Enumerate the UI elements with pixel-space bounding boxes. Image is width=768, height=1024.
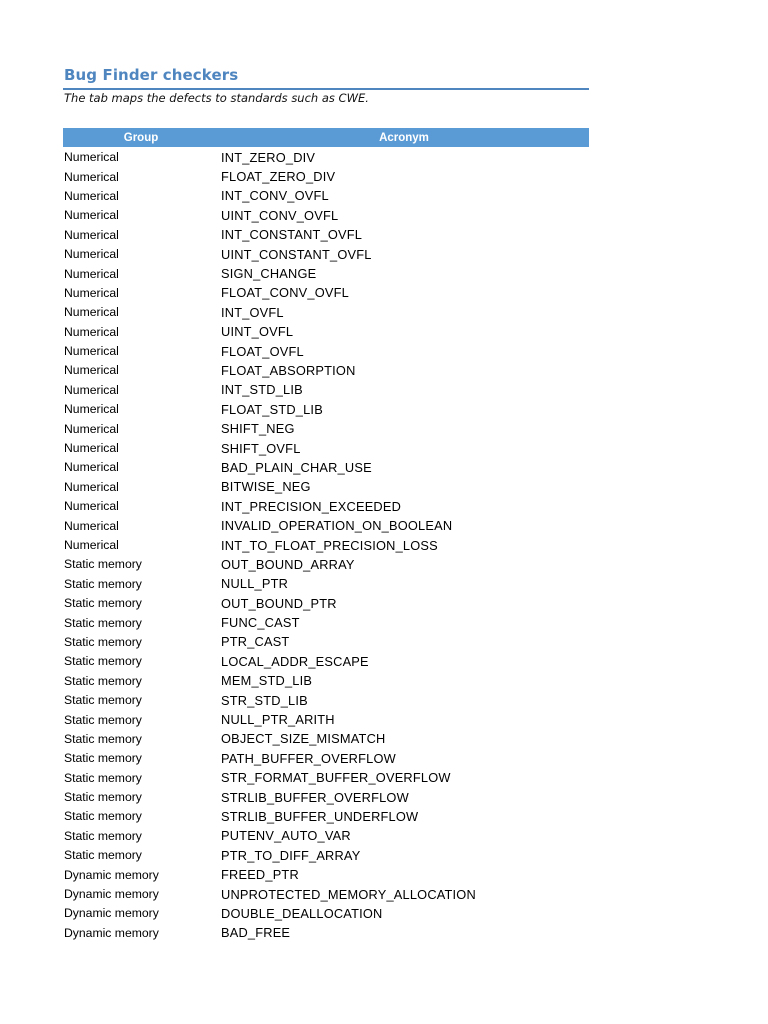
cell-group: Numerical	[64, 538, 119, 552]
cell-group: Numerical	[64, 227, 119, 242]
table-row	[63, 264, 589, 283]
table-row	[63, 593, 589, 612]
table-row	[63, 632, 589, 651]
cell-acronym: SIGN_CHANGE	[221, 266, 317, 282]
table-row	[63, 477, 589, 496]
table-row	[63, 458, 589, 477]
table-row	[63, 322, 589, 341]
page-subtitle: The tab maps the defects to standards such as CWE.	[64, 91, 369, 105]
cell-acronym: UINT_CONV_OVFL	[221, 207, 339, 223]
table-row	[63, 380, 589, 399]
cell-group: Numerical	[64, 363, 119, 378]
cell-group: Numerical	[64, 188, 119, 203]
cell-acronym: FLOAT_OVFL	[221, 343, 304, 359]
table-row	[63, 497, 589, 516]
cell-group: Static memory	[64, 712, 142, 727]
cell-group: Static memory	[64, 634, 142, 649]
cell-acronym: INT_OVFL	[221, 304, 284, 320]
cell-acronym: UNPROTECTED_MEMORY_ALLOCATION	[221, 886, 476, 902]
table-row	[63, 826, 589, 845]
table-row	[63, 555, 589, 574]
cell-group: Dynamic memory	[64, 925, 159, 940]
cell-acronym: OUT_BOUND_PTR	[221, 595, 337, 611]
column-header-group: Group	[123, 131, 159, 144]
table-row	[63, 787, 589, 806]
cell-acronym: UINT_OVFL	[221, 324, 294, 340]
cell-acronym: FUNC_CAST	[221, 615, 300, 631]
cell-group: Numerical	[64, 150, 119, 165]
page-title: Bug Finder checkers	[64, 66, 239, 84]
cell-group: Dynamic memory	[64, 867, 159, 882]
cell-acronym: LOCAL_ADDR_ESCAPE	[221, 653, 369, 669]
cell-acronym: PTR_CAST	[221, 634, 290, 650]
cell-group: Static memory	[64, 557, 142, 572]
cell-acronym: FLOAT_ZERO_DIV	[221, 169, 336, 185]
cell-group: Numerical	[64, 266, 119, 281]
title-underline	[63, 88, 589, 90]
table-row	[63, 167, 589, 186]
cell-acronym: OUT_BOUND_ARRAY	[221, 556, 355, 572]
table-row	[63, 749, 589, 768]
table-row	[63, 904, 589, 923]
cell-group: Numerical	[64, 247, 119, 262]
table-row	[63, 303, 589, 322]
cell-group: Static memory	[64, 615, 142, 630]
table-row	[63, 148, 589, 167]
cell-acronym: INT_ZERO_DIV	[221, 149, 316, 165]
cell-group: Numerical	[64, 382, 119, 397]
table-row	[63, 516, 589, 535]
table-row	[63, 186, 589, 205]
table-row	[63, 613, 589, 632]
cell-group: Dynamic memory	[64, 906, 159, 921]
cell-acronym: UINT_CONSTANT_OVFL	[221, 246, 372, 262]
cell-acronym: PATH_BUFFER_OVERFLOW	[221, 750, 396, 766]
cell-acronym: FLOAT_ABSORPTION	[221, 362, 356, 378]
table-row	[63, 671, 589, 690]
cell-group: Static memory	[64, 576, 142, 591]
table-row	[63, 710, 589, 729]
table-row	[63, 419, 589, 438]
cell-group: Static memory	[64, 731, 142, 746]
table-header	[63, 128, 589, 147]
cell-acronym: INT_CONV_OVFL	[221, 188, 329, 204]
cell-acronym: INT_STD_LIB	[221, 382, 303, 398]
cell-group: Numerical	[64, 324, 119, 339]
table-row	[63, 341, 589, 360]
cell-group: Numerical	[64, 518, 119, 533]
cell-group: Static memory	[64, 596, 142, 611]
cell-group: Numerical	[64, 499, 119, 514]
cell-group: Static memory	[64, 693, 142, 708]
cell-acronym: SHIFT_OVFL	[221, 440, 301, 456]
cell-acronym: NULL_PTR	[221, 576, 289, 592]
cell-acronym: BAD_FREE	[221, 925, 291, 941]
cell-group: Dynamic memory	[64, 887, 159, 902]
cell-acronym: INT_CONSTANT_OVFL	[221, 227, 363, 243]
cell-group: Numerical	[64, 441, 119, 456]
table-row	[63, 729, 589, 748]
cell-acronym: INT_PRECISION_EXCEEDED	[221, 498, 402, 514]
cell-group: Numerical	[64, 285, 119, 300]
table-row	[63, 438, 589, 457]
checkers-table	[63, 128, 589, 943]
cell-group: Numerical	[64, 479, 119, 494]
cell-acronym: PUTENV_AUTO_VAR	[221, 828, 351, 844]
column-header-acronym: Acronym	[379, 131, 429, 144]
table-row	[63, 535, 589, 554]
cell-group: Static memory	[64, 751, 142, 766]
cell-acronym: OBJECT_SIZE_MISMATCH	[221, 731, 386, 747]
cell-acronym: STRLIB_BUFFER_UNDERFLOW	[221, 808, 419, 824]
cell-group: Static memory	[64, 673, 142, 688]
cell-group: Static memory	[64, 770, 142, 785]
table-row	[63, 283, 589, 302]
cell-group: Static memory	[64, 828, 142, 843]
table-body	[63, 147, 589, 943]
cell-acronym: FREED_PTR	[221, 867, 299, 883]
table-row	[63, 652, 589, 671]
cell-group: Numerical	[64, 344, 119, 359]
table-row	[63, 690, 589, 709]
cell-acronym: BAD_PLAIN_CHAR_USE	[221, 459, 372, 475]
cell-acronym: FLOAT_CONV_OVFL	[221, 285, 349, 301]
cell-acronym: DOUBLE_DEALLOCATION	[221, 905, 383, 921]
cell-acronym: INVALID_OPERATION_ON_BOOLEAN	[221, 518, 453, 534]
table-row	[63, 884, 589, 903]
cell-group: Numerical	[64, 208, 119, 223]
table-row	[63, 400, 589, 419]
table-row	[63, 361, 589, 380]
table-row	[63, 768, 589, 787]
cell-acronym: BITWISE_NEG	[221, 479, 311, 495]
cell-group: Static memory	[64, 790, 142, 805]
cell-acronym: STR_FORMAT_BUFFER_OVERFLOW	[221, 770, 451, 786]
cell-group: Static memory	[64, 654, 142, 669]
cell-acronym: INT_TO_FLOAT_PRECISION_LOSS	[221, 537, 438, 553]
cell-acronym: NULL_PTR_ARITH	[221, 712, 335, 728]
cell-group: Static memory	[64, 809, 142, 824]
cell-group: Numerical	[64, 305, 119, 320]
table-row	[63, 923, 589, 942]
table-row	[63, 865, 589, 884]
table-row	[63, 807, 589, 826]
cell-group: Static memory	[64, 848, 142, 863]
table-row	[63, 206, 589, 225]
cell-group: Numerical	[64, 402, 119, 417]
table-row	[63, 574, 589, 593]
cell-acronym: MEM_STD_LIB	[221, 673, 313, 689]
cell-group: Numerical	[64, 421, 119, 436]
cell-acronym: PTR_TO_DIFF_ARRAY	[221, 847, 361, 863]
cell-acronym: STR_STD_LIB	[221, 692, 308, 708]
table-row	[63, 244, 589, 263]
table-row	[63, 846, 589, 865]
cell-group: Numerical	[64, 169, 119, 184]
cell-acronym: SHIFT_NEG	[221, 421, 295, 437]
table-row	[63, 225, 589, 244]
cell-acronym: STRLIB_BUFFER_OVERFLOW	[221, 789, 409, 805]
cell-group: Numerical	[64, 460, 119, 475]
cell-acronym: FLOAT_STD_LIB	[221, 401, 323, 417]
